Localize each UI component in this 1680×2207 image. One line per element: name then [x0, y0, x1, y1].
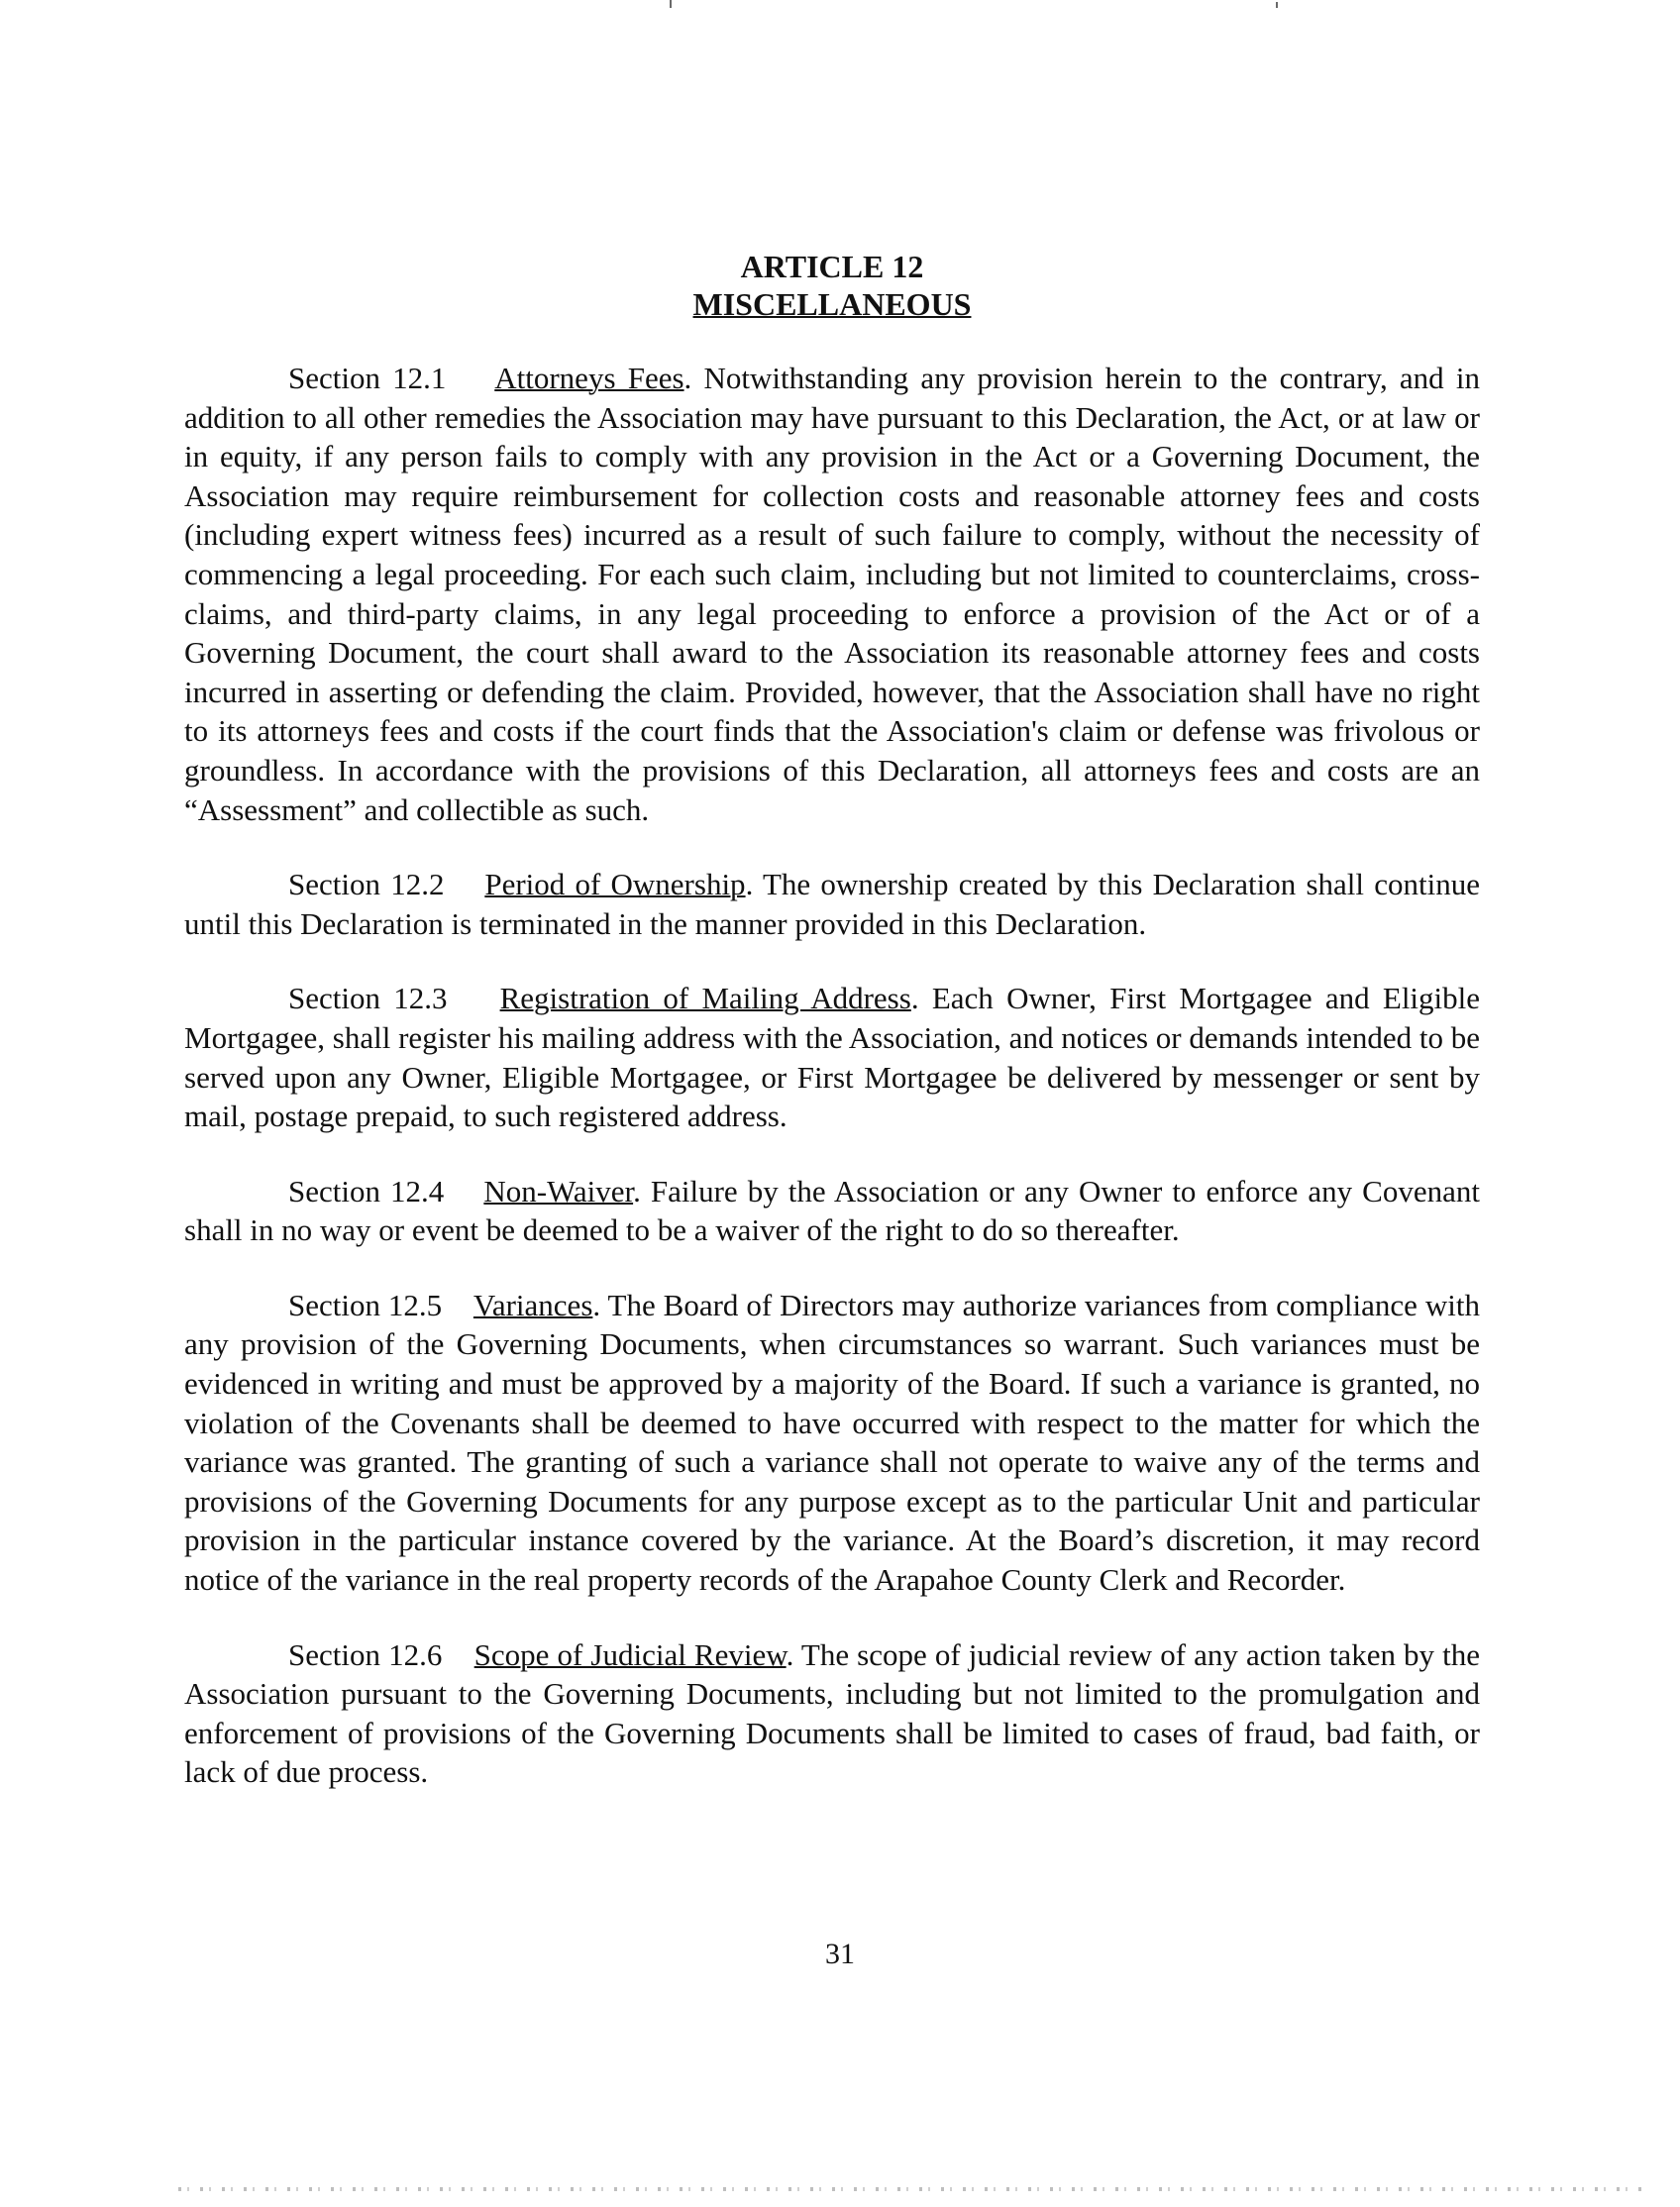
- section-title: Period of Ownership: [484, 867, 746, 902]
- section-body: The Board of Directors may authorize variances from compliance with any provision of the Governing Documents, when circumstances so warrant. Such variances must be evidenced in writing and must be approved by a majority of the Board. If such a variance is granted, no violation of the Covenants shall be deemed to have occurred with respect to the matter for which the variance was granted. The granting of such a variance shall not operate to waive any of the terms and provisions of the Governing Documents for any purpose except as to the particular Unit and particular provision in the particular instance covered by the variance. At the Board’s discretion, it may record notice of the variance in the real property records of the Arapahoe County Clerk and Recorder.: [184, 1287, 1480, 1598]
- section-12-4: Section 12.4 Non-Waiver. Failure by the Association or any Owner to enforce any Covenant shall in no way or event be deemed to be a waiver of the right to do so thereafter.: [184, 1173, 1480, 1248]
- section-number: Section 12.4: [288, 1173, 445, 1209]
- section-title: Scope of Judicial Review: [473, 1636, 787, 1672]
- scan-artifact-bottom: [178, 2187, 1644, 2191]
- section-number: Section 12.2: [288, 867, 445, 902]
- scan-artifact-top-left: [670, 0, 672, 8]
- section-title: Registration of Mailing Address: [499, 981, 911, 1016]
- section-12-6: Section 12.6 Scope of Judicial Review. The scope of judicial review of any action taken by the Association pursuant to the Governing Documents, including but not limited to the promulgation and enforcement of provisions of the Governing Documents shall be limited to cases of fraud, bad faith, or lack of due process.: [184, 1636, 1480, 1790]
- section-number: Section 12.1: [288, 361, 447, 395]
- section-body: Each Owner, First Mortgagee and Eligible Mortgagee, shall register his mailing address with the Association, and notices or demands intended to be served upon any Owner, Eligible Mortgagee, or First Mortgagee be delivered by messenger or sent by mail, postage prepaid, to such registered address.: [184, 981, 1481, 1134]
- section-title: Attorneys Fees: [494, 361, 684, 395]
- section-12-3: Section 12.3 Registration of Mailing Address. Each Owner, First Mortgagee and Eligible Mortgagee, shall register his mailing address with the Association, and notices or demands intended to be served upon any Owner, Eligible Mortgagee, or First Mortgagee be delivered by messenger or sent by mail, postage prepaid, to such registered address.: [184, 981, 1481, 1134]
- article-title: MISCELLANEOUS: [692, 286, 972, 322]
- section-title: Variances: [472, 1287, 593, 1322]
- section-title: Non-Waiver: [483, 1173, 634, 1209]
- section-number: Section 12.3: [288, 981, 448, 1016]
- section-number: Section 12.6: [288, 1636, 443, 1672]
- section-body: Failure by the Association or any Owner to enforce any Covenant shall in no way or event be deemed to be a waiver of the right to do so thereafter.: [184, 1173, 1480, 1248]
- scan-artifact-top-right: [1276, 2, 1278, 8]
- section-body: The ownership created by this Declaration shall continue until this Declaration is terminated in the manner provided in this Declaration.: [184, 867, 1480, 941]
- page-number: 31: [825, 1938, 855, 1970]
- section-body: Notwithstanding any provision herein to the contrary, and in addition to all other remedies the Association may have pursuant to this Declaration, the Act, or at law or in equity, if any person fails to comply with any provision in the Act or a Governing Document, the Association may require reimbursement for collection costs and reasonable attorney fees and costs (including expert witness fees) incurred as a result of such failure to comply, without the necessity of commencing a legal proceeding. For each such claim, including but not limited to counterclaims, cross-claims, and third-party claims, in any legal proceeding to enforce a provision of the Act or of a Governing Document, the court shall award to the Association its reasonable attorney fees and costs incurred in asserting or defending the claim. Provided, however, that the Association shall have no right to its attorneys fees and costs if the court finds that the Association's claim or defense was frivolous or groundless. In accordance with the provisions of this Declaration, all attorneys fees and costs are an “Assessment” and collectible as such.: [184, 361, 1480, 827]
- section-body: The scope of judicial review of any action taken by the Association pursuant to the Governing Documents, including but not limited to the promulgation and enforcement of provisions of the Governing Documents shall be limited to cases of fraud, bad faith, or lack of due process.: [184, 1636, 1480, 1790]
- section-12-2: Section 12.2 Period of Ownership. The ownership created by this Declaration shall continue until this Declaration is terminated in the manner provided in this Declaration.: [184, 867, 1480, 941]
- document-body: [184, 248, 1480, 1828]
- article-number: ARTICLE 12: [740, 249, 924, 284]
- section-12-1: Section 12.1 Attorneys Fees. Notwithstanding any provision herein to the contrary, and in addition to all other remedies the Association may have pursuant to this Declaration, the Act, or at law or in equity, if any person fails to comply with any provision in the Act or a Governing Document, the Association may require reimbursement for collection costs and reasonable attorney fees and costs (including expert witness fees) incurred as a result of such failure to comply, without the necessity of commencing a legal proceeding. For each such claim, including but not limited to counterclaims, cross-claims, and third-party claims, in any legal proceeding to enforce a provision of the Act or of a Governing Document, the court shall award to the Association its reasonable attorney fees and costs incurred in asserting or defending the claim. Provided, however, that the Association shall have no right to its attorneys fees and costs if the court finds that the Association's claim or defense was frivolous or groundless. In accordance with the provisions of this Declaration, all attorneys fees and costs are an “Assessment” and collectible as such.: [184, 361, 1480, 827]
- section-12-5: Section 12.5 Variances. The Board of Directors may authorize variances from compliance with any provision of the Governing Documents, when circumstances so warrant. Such variances must be evidenced in writing and must be approved by a majority of the Board. If such a variance is granted, no violation of the Covenants shall be deemed to have occurred with respect to the matter for which the variance was granted. The granting of such a variance shall not operate to waive any of the terms and provisions of the Governing Documents for any purpose except as to the particular Unit and particular provision in the particular instance covered by the variance. At the Board’s discretion, it may record notice of the variance in the real property records of the Arapahoe County Clerk and Recorder.: [184, 1287, 1480, 1598]
- section-number: Section 12.5: [288, 1287, 443, 1322]
